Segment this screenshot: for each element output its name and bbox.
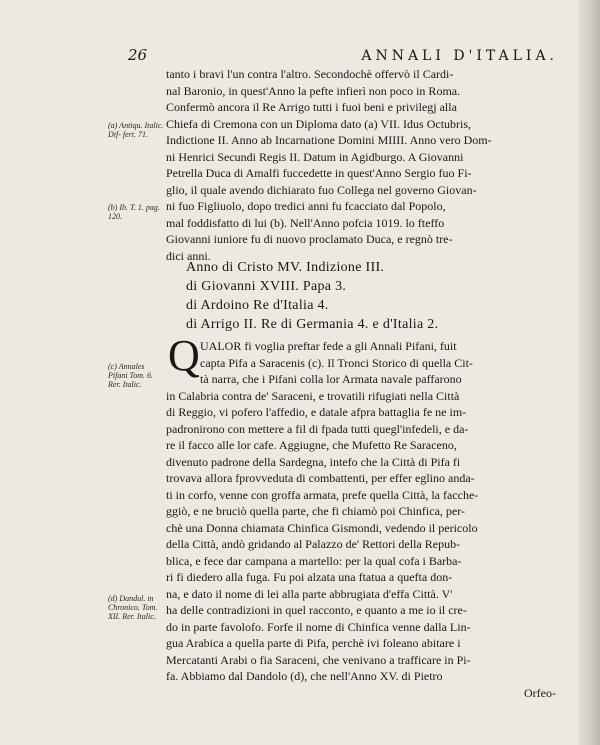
text-line: gua Arabica a quella parte di Pifa, perchè ivi foleano abitare i [166, 636, 461, 650]
heading-line: di Ardoino Re d'Italia 4. [186, 298, 329, 313]
text-line: Indictione II. Anno ab Incarnatione Domini MIIII. Anno vero Dom- [166, 133, 492, 147]
text-line: re il facco alle lor cafe. Aggiugne, che Mufetto Re Saraceno, [166, 438, 457, 452]
year-heading [186, 258, 556, 334]
text-line: glio, il quale avendo dichiarato fuo Collega nel governo Giovan- [166, 182, 477, 197]
margin-note-a: (a) Antiqu. Italic. Dif- fert. 71. [108, 121, 164, 139]
margin-note-c: (c) Annales Pifani Tom. 6. Rer. Italic. [108, 362, 154, 389]
text-line: blica, e fece dar campana a martello: per la qual cofa i Barba- [166, 553, 462, 568]
text-line: Confermò ancora il Re Arrigo tutti i fuoi beni e privilegj alla [166, 100, 457, 114]
margin-note-d: (d) Dandul. in Chronico. Tom. XII. Rer. Italic. [108, 594, 158, 621]
text-line: tanto i bravi l'un contra l'altro. Secondochè offervò il Cardi- [166, 67, 454, 81]
text-line: do in parte favolofo. Forfe il nome di Chinfica venne dalla Lin- [166, 619, 471, 634]
text-line: na, e dato il nome di lei alla parte abbrugiata d'effa Città. V' [166, 586, 453, 601]
text-line: trovava allora fprovveduta di combattenti, per effer eglino anda- [166, 471, 475, 485]
text-line: di Reggio, vi pofero l'affedio, e datale afpra battaglia fe ne im- [166, 405, 467, 419]
text-line: fa. Abbiamo dal Dandolo (d), che nell'Anno XV. di Pietro [166, 669, 443, 683]
text-line: Giovanni iuniore fu di nuovo proclamato Duca, e regnò tre- [166, 232, 453, 246]
text-line: UALOR fi voglia preftar fede a gli Annali Pifani, fuit [200, 339, 457, 353]
heading-line: Anno di Cristo MV. Indizione III. [186, 260, 385, 275]
paragraph-2 [166, 331, 556, 701]
text-line: divenuto padrone della Sardegna, intefo che la Città di Pifa fi [166, 454, 461, 469]
text-line: chè una Donna chiamata Chinfica Gismondi, vedendo il pericolo [166, 520, 478, 535]
text-line: dici anni. [166, 248, 211, 263]
text-line: tà narra, che i Pifani colla lor Armata navale paffarono [200, 372, 462, 386]
margin-note-b: (b) Ib. T. 1. pag. 120. [108, 203, 160, 221]
heading-line: di Arrigo II. Re di Germania 4. e d'Italia 2. [186, 317, 439, 332]
heading-line: di Giovanni XVIII. Papa 3. [186, 279, 347, 294]
text-line: nal Baronio, in quest'Anno la pefte infierì non poco in Roma. [166, 83, 461, 98]
drop-cap: Q [168, 331, 200, 380]
paragraph-1 [166, 66, 556, 264]
text-line: Chiefa di Cremona con un Diploma dato (a) VII. Idus Octubris, [166, 116, 472, 131]
text-line: ni fuo Figliuolo, dopo tredici anni fu fcacciato dal Popolo, [166, 199, 446, 213]
text-line: padronirono con mettere a fil di fpada tutti quegl'infedeli, e da- [166, 421, 469, 436]
text-line: ri fi diedero alla fuga. Fu poi alzata una ftatua a quefta don- [166, 570, 453, 584]
text-line: ha delle contradizioni in quel racconto, e quanto a me io il cre- [166, 603, 467, 617]
running-head: ANNALI D'ITALIA. [361, 48, 558, 64]
page-header [128, 46, 558, 64]
page-number: 26 [128, 46, 148, 64]
text-line: in Calabria contra de' Saraceni, e trovatili rifugiati nella Città [166, 388, 460, 403]
page-gutter-shadow [578, 0, 600, 745]
text-line: mal foddisfatto di lui (b). Nell'Anno pofcia 1019. lo fteffo [166, 215, 445, 230]
catchword: Orfeo- [524, 685, 556, 700]
text-line: capta Pifa a Saracenis (c). Il Tronci Storico di quella Cit- [200, 355, 473, 370]
text-line: della Città, andò gridando al Palazzo de' Rettori della Repub- [166, 537, 461, 551]
text-line: Petrella Duca di Amalfi fuccedette in quest'Anno Sergio fuo Fi- [166, 166, 472, 180]
text-line: Mercatanti Arabi o fia Saraceni, che venivano a trafficare in Pi- [166, 652, 471, 667]
text-line: ti in corfo, venne con groffa armata, prefe quella Città, la facche- [166, 487, 479, 502]
text-line: ni Henrici Secundi Regis II. Datum in Agidburgo. A Giovanni [166, 149, 464, 164]
text-line: ggiò, e ne bruciò quella parte, che fi chiamò poi Chinfica, per- [166, 504, 465, 518]
